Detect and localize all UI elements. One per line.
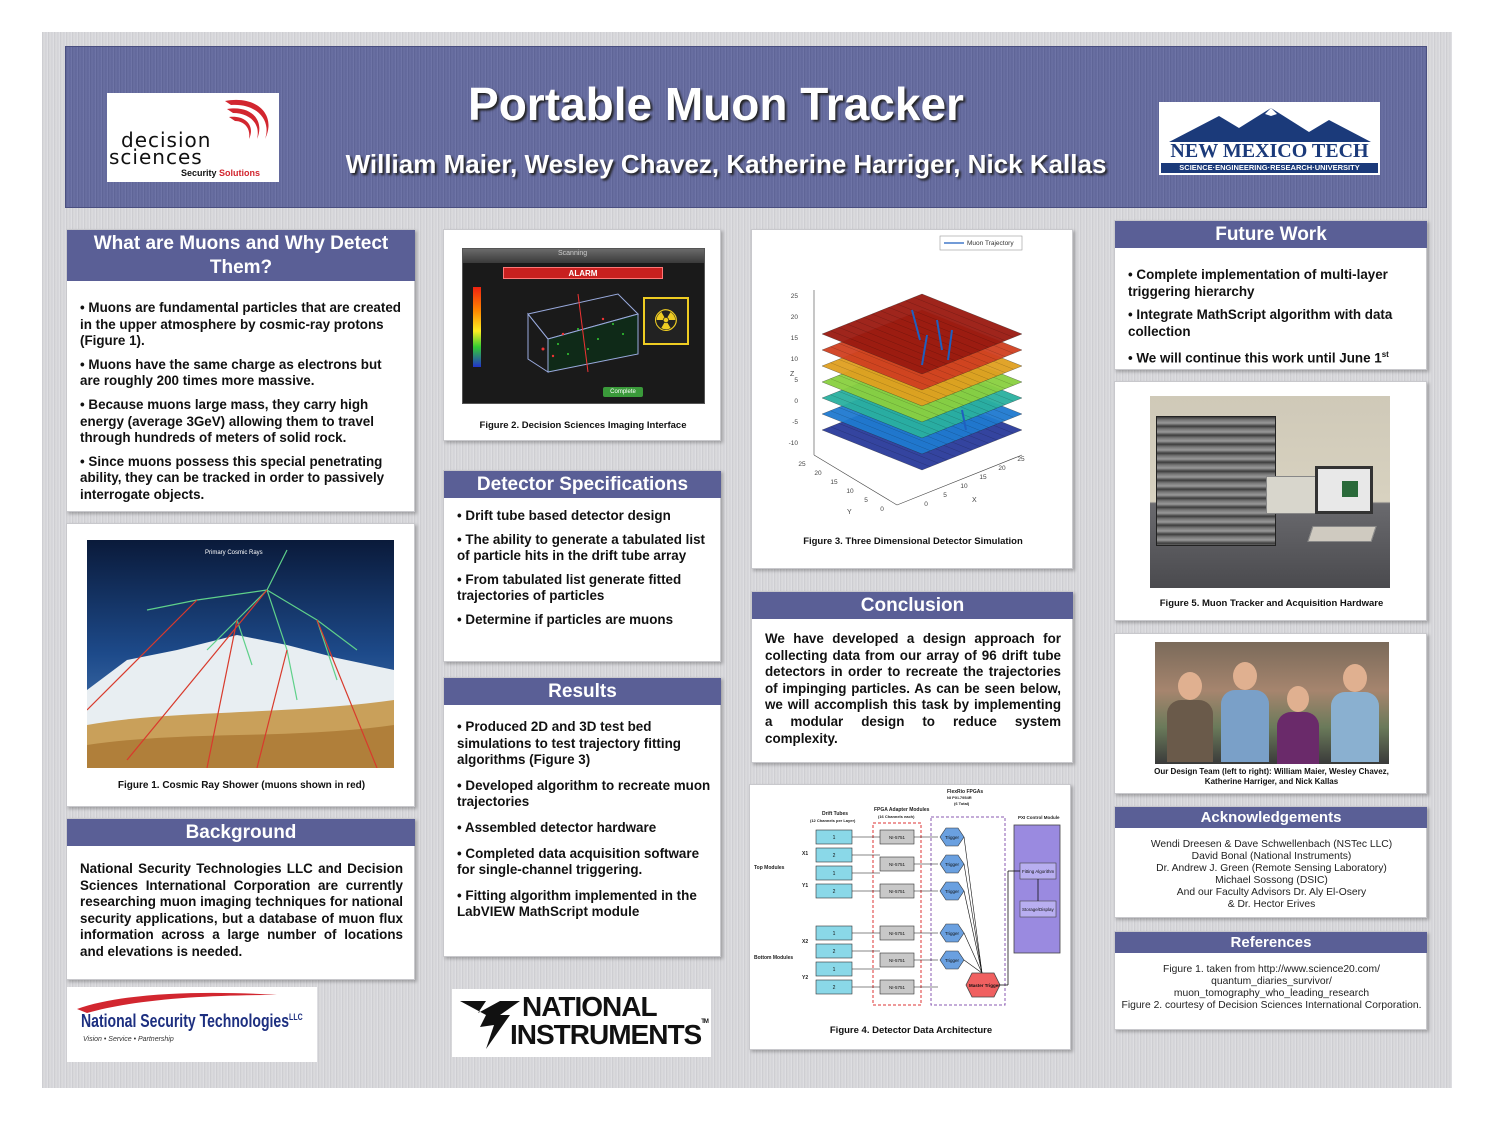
ni-5751-label: NI-5751 <box>888 889 906 894</box>
ni-5751-label: NI-5751 <box>888 958 906 963</box>
specs-bullet: • Drift tube based detector design <box>457 508 671 523</box>
person-2 <box>1221 662 1269 764</box>
detector-architecture-diagram <box>750 785 1072 1015</box>
x-tick-label: 25 <box>1017 456 1025 463</box>
background-text: National Security Technologies LLC and Decision Sciences International Corporation are currently researching muon imaging techniques for national security applications, but a database of muon flux information across a large number of locations and elevations is needed. <box>80 861 403 959</box>
future-bullet: • Integrate MathScript algorithm with data collection <box>1128 307 1393 339</box>
color-scale <box>473 287 481 367</box>
y-tick-label: 25 <box>798 461 806 468</box>
decision-tag-a: Security <box>181 168 220 178</box>
future-last-sup: st <box>1381 350 1389 360</box>
z-tick-label: 5 <box>794 377 798 384</box>
fig4-top-modules: Top Modules <box>754 865 785 871</box>
z-tick-label: 0 <box>794 398 798 405</box>
trigger-label: Trigger <box>944 958 960 963</box>
results-bullets <box>457 719 715 928</box>
ni-line-1: NATIONAL <box>522 991 657 1022</box>
figure-4-caption: Figure 4. Detector Data Architecture <box>829 1025 993 1036</box>
ni-5751-label: NI-5751 <box>888 862 906 867</box>
ack-line: David Bonal (National Instruments) <box>1191 851 1352 862</box>
y-tick-label: 10 <box>846 488 854 495</box>
muon-tracker-hardware-image <box>1150 396 1390 588</box>
decision-name-2: sciences <box>109 145 203 169</box>
figure-5-caption: Figure 5. Muon Tracker and Acquisition Hardware <box>1159 598 1384 609</box>
fig4-fpga-adapter-label: FPGA Adapter Modules <box>874 807 930 813</box>
results-bullet: • Assembled detector hardware <box>457 819 657 835</box>
ni-line-2: INSTRUMENTS <box>510 1019 702 1050</box>
z-tick-label: -10 <box>788 440 798 447</box>
x-tick-label: 10 <box>960 483 968 490</box>
fig4-drift-tubes-label: Drift Tubes <box>822 811 849 817</box>
trigger-label: Trigger <box>944 931 960 936</box>
decision-name-1: decision <box>121 128 212 152</box>
person-1 <box>1167 672 1213 764</box>
ack-line: Dr. Andrew J. Green (Remote Sensing Laboratory) <box>1156 863 1387 874</box>
fig4-bottom-modules: Bottom Modules <box>754 955 794 961</box>
decision-sciences-logo <box>107 93 279 182</box>
ni-5751-label: NI-5751 <box>888 835 906 840</box>
conclusion-heading: Conclusion <box>752 592 1073 619</box>
future-work-panel <box>1114 220 1427 370</box>
poster-authors: William Maier, Wesley Chavez, Katherine Harriger, Nick Kallas <box>345 149 1107 179</box>
fig3-tube-layers <box>822 294 1022 470</box>
ack-line: And our Faculty Advisors Dr. Aly El-Osery <box>1176 887 1367 898</box>
team-photo <box>1155 642 1389 764</box>
fig4-flexrio-sub2: (6 Total) <box>954 801 970 806</box>
detector-volume-plot <box>518 284 648 374</box>
specs-heading: Detector Specifications <box>444 471 721 498</box>
fig4-master-trigger-label: Master Trigger <box>969 983 1001 988</box>
future-work-heading: Future Work <box>1115 221 1427 248</box>
references-heading: References <box>1115 932 1427 953</box>
nstec-llc: LLC <box>289 1012 303 1022</box>
figure-5-panel <box>1114 381 1427 621</box>
z-tick-label: 25 <box>790 293 798 300</box>
team-panel <box>1114 633 1427 794</box>
interface-titlebar <box>463 249 704 263</box>
x-tick-label: 15 <box>979 474 987 481</box>
ack-line: Wendi Dreesen & Dave Schwellenbach (NSTec LLC) <box>1150 839 1393 850</box>
x-tick-label: 0 <box>924 501 928 508</box>
nstec-tagline: Vision • Service • Partnership <box>83 1036 174 1043</box>
drift-tube-label: 1 <box>832 931 836 937</box>
keyboard <box>1307 526 1376 542</box>
x-tick-label: 20 <box>998 465 1006 472</box>
national-instruments-logo <box>452 989 711 1057</box>
drift-tube-label: 2 <box>832 889 836 895</box>
future-bullet: • Complete implementation of multi-layer triggering hierarchy <box>1128 267 1388 299</box>
future-last-text: • We will continue this work until June 1 <box>1128 350 1382 366</box>
future-bullet-last <box>1128 347 1418 367</box>
future-bullets <box>1128 267 1418 374</box>
fig4-channel-rows <box>816 828 982 994</box>
fig1-label: Primary Cosmic Rays <box>205 550 263 556</box>
fig4-flexrio-sub: NI PXI-7954R <box>947 795 972 800</box>
references-panel <box>1114 931 1427 1030</box>
x-tick-label: 5 <box>943 492 947 499</box>
fig3-legend-label: Muon Trajectory <box>967 240 1014 247</box>
muons-bullet: • Muons have the same charge as electrons but are roughly 200 times more massive. <box>80 356 382 389</box>
ack-lines <box>1115 839 1428 911</box>
monitor <box>1315 466 1373 514</box>
y-tick-label: 20 <box>814 470 822 477</box>
ref-lines <box>1115 964 1428 1012</box>
ack-line: Michael Sossong (DSIC) <box>1215 875 1328 886</box>
drift-tube-label: 1 <box>832 835 836 841</box>
y-tick-label: 0 <box>880 506 884 513</box>
muons-bullets <box>80 300 405 511</box>
decision-tag-b: Solutions <box>219 168 261 178</box>
muons-panel <box>66 229 415 512</box>
fig4-fitting-label: Fitting Algorithm <box>1022 869 1055 874</box>
fig4-adapter-group <box>873 823 921 1005</box>
trigger-label: Trigger <box>944 862 960 867</box>
fig3-x-label: X <box>972 497 977 504</box>
person-4 <box>1331 664 1379 764</box>
figure-4-panel <box>749 784 1071 1050</box>
trigger-label: Trigger <box>944 835 960 840</box>
drift-tube-label: 2 <box>832 985 836 991</box>
figure-1-panel <box>66 523 415 807</box>
results-heading: Results <box>444 678 721 705</box>
results-bullet: • Completed data acquisition software for single-channel triggering. <box>457 845 700 878</box>
drift-tube-label: 1 <box>832 871 836 877</box>
complete-button: Complete <box>603 387 643 397</box>
fig4-pxi-label: PXI Control Module <box>1018 815 1060 820</box>
fig4-x2: X2 <box>802 939 809 945</box>
y-tick-label: 15 <box>830 479 838 486</box>
muons-heading: What are Muons and Why Detect Them? <box>67 230 415 281</box>
results-panel <box>443 677 721 957</box>
fig3-y-label: Y <box>847 509 852 516</box>
specs-bullet: • The ability to generate a tabulated list of particle hits in the drift tube array <box>457 531 706 564</box>
nstec-name: National Security Technologies <box>81 1011 290 1031</box>
muons-bullet: • Because muons large mass, they carry high energy (average 3GeV) allowing them to travel through hundreds of meters of solid rock. <box>80 396 374 446</box>
detector-simulation-3d-plot <box>752 230 1074 530</box>
ref-line: muon_tomography_who_leading_research <box>1173 988 1370 999</box>
figure-2-caption: Figure 2. Decision Sciences Imaging Interface <box>479 420 687 431</box>
trigger-label: Trigger <box>944 889 960 894</box>
fig4-drift-tubes-sub: (12 Channels per Layer) <box>810 818 856 823</box>
team-caption-1: Our Design Team (left to right): William Maier, Wesley Chavez, <box>1154 767 1389 776</box>
specs-panel <box>443 470 721 662</box>
specs-bullet: • From tabulated list generate fitted trajectories of particles <box>457 571 682 604</box>
fig4-pxi-module <box>1014 825 1060 953</box>
results-bullet: • Fitting algorithm implemented in the LabVIEW MathScript module <box>457 887 697 920</box>
imaging-interface-image <box>462 248 705 404</box>
acknowledgements-panel <box>1114 806 1427 918</box>
alarm-bar: ALARM <box>503 267 663 279</box>
acquisition-chassis <box>1266 476 1316 514</box>
fig4-x1: X1 <box>802 851 809 857</box>
radiation-icon: ☢ <box>643 297 689 345</box>
nstec-logo <box>67 987 317 1062</box>
tracker-rack <box>1156 416 1276 546</box>
scanning-label: Scanning <box>558 250 588 257</box>
trigger-connector <box>964 864 982 973</box>
fig4-y1: Y1 <box>802 883 809 889</box>
fig4-flexrio-label: FlexRio FPGAs <box>947 789 984 795</box>
new-mexico-tech-logo <box>1159 102 1380 175</box>
background-panel <box>66 818 415 980</box>
fig3-z-label: Z <box>790 371 795 378</box>
ref-line: Figure 1. taken from http://www.science20.com/ <box>1163 964 1380 975</box>
z-tick-label: -5 <box>792 419 798 426</box>
drift-tube-label: 1 <box>832 967 836 973</box>
ref-line: Figure 2. courtesy of Decision Sciences International Corporation. <box>1121 1000 1422 1011</box>
nmt-name: NEW MEXICO TECH <box>1170 140 1369 162</box>
fig3-y-ticks <box>798 461 884 513</box>
fig4-y2: Y2 <box>802 975 809 981</box>
figure-3-panel <box>751 229 1073 569</box>
results-bullet: • Produced 2D and 3D test bed simulations to test trajectory fitting algorithms (Figure 3) <box>457 719 681 768</box>
poster-title: Portable Muon Tracker <box>468 78 964 130</box>
person-3 <box>1277 686 1319 764</box>
fig3-z-ticks <box>789 293 799 447</box>
cosmic-ray-shower-image <box>87 540 394 768</box>
specs-bullet: • Determine if particles are muons <box>457 611 674 627</box>
figure-3-caption: Figure 3. Three Dimensional Detector Simulation <box>803 536 1023 547</box>
muons-bullet: • Since muons possess this special penetrating ability, they can be tracked in order to passively interrogate objects. <box>80 453 385 502</box>
ni-tm: TM <box>701 1019 708 1025</box>
results-bullet: • Developed algorithm to recreate muon trajectories <box>457 777 711 810</box>
z-tick-label: 15 <box>790 335 798 342</box>
fig4-storage-label: Storage/Display <box>1022 907 1054 912</box>
nmt-tagline: SCIENCE·ENGINEERING·RESEARCH·UNIVERSITY <box>1161 163 1378 173</box>
muons-bullet: • Muons are fundamental particles that are created in the upper atmosphere by cosmic-ray protons (Figure 1). <box>80 300 401 349</box>
background-heading: Background <box>67 819 415 846</box>
ni-5751-label: NI-5751 <box>888 985 906 990</box>
drift-tube-label: 2 <box>832 949 836 955</box>
ni-5751-label: NI-5751 <box>888 931 906 936</box>
figure-1-caption: Figure 1. Cosmic Ray Shower (muons shown in red) <box>117 780 366 791</box>
conclusion-text: We have developed a design approach for collecting data from our array of 96 drift tube detectors in order to recreate the trajectories of impinging particles. As can be seen below, we will accomplish this task by implementing a modular design to reduce system complexity. <box>765 631 1061 746</box>
fig4-fpga-adapter-sub: (16 Channels each) <box>878 814 915 819</box>
y-tick-label: 5 <box>864 497 868 504</box>
ack-line: & Dr. Hector Erives <box>1227 899 1316 910</box>
figure-2-panel <box>443 229 721 441</box>
conclusion-panel <box>751 591 1073 763</box>
z-tick-label: 10 <box>790 356 798 363</box>
ref-line: quantum_diaries_survivor/ <box>1211 976 1332 987</box>
acknowledgements-heading: Acknowledgements <box>1115 807 1427 828</box>
drift-tube-label: 2 <box>832 853 836 859</box>
z-tick-label: 20 <box>790 314 798 321</box>
specs-bullets <box>457 508 715 636</box>
team-caption-2: Katherine Harriger, and Nick Kallas <box>1204 777 1339 786</box>
